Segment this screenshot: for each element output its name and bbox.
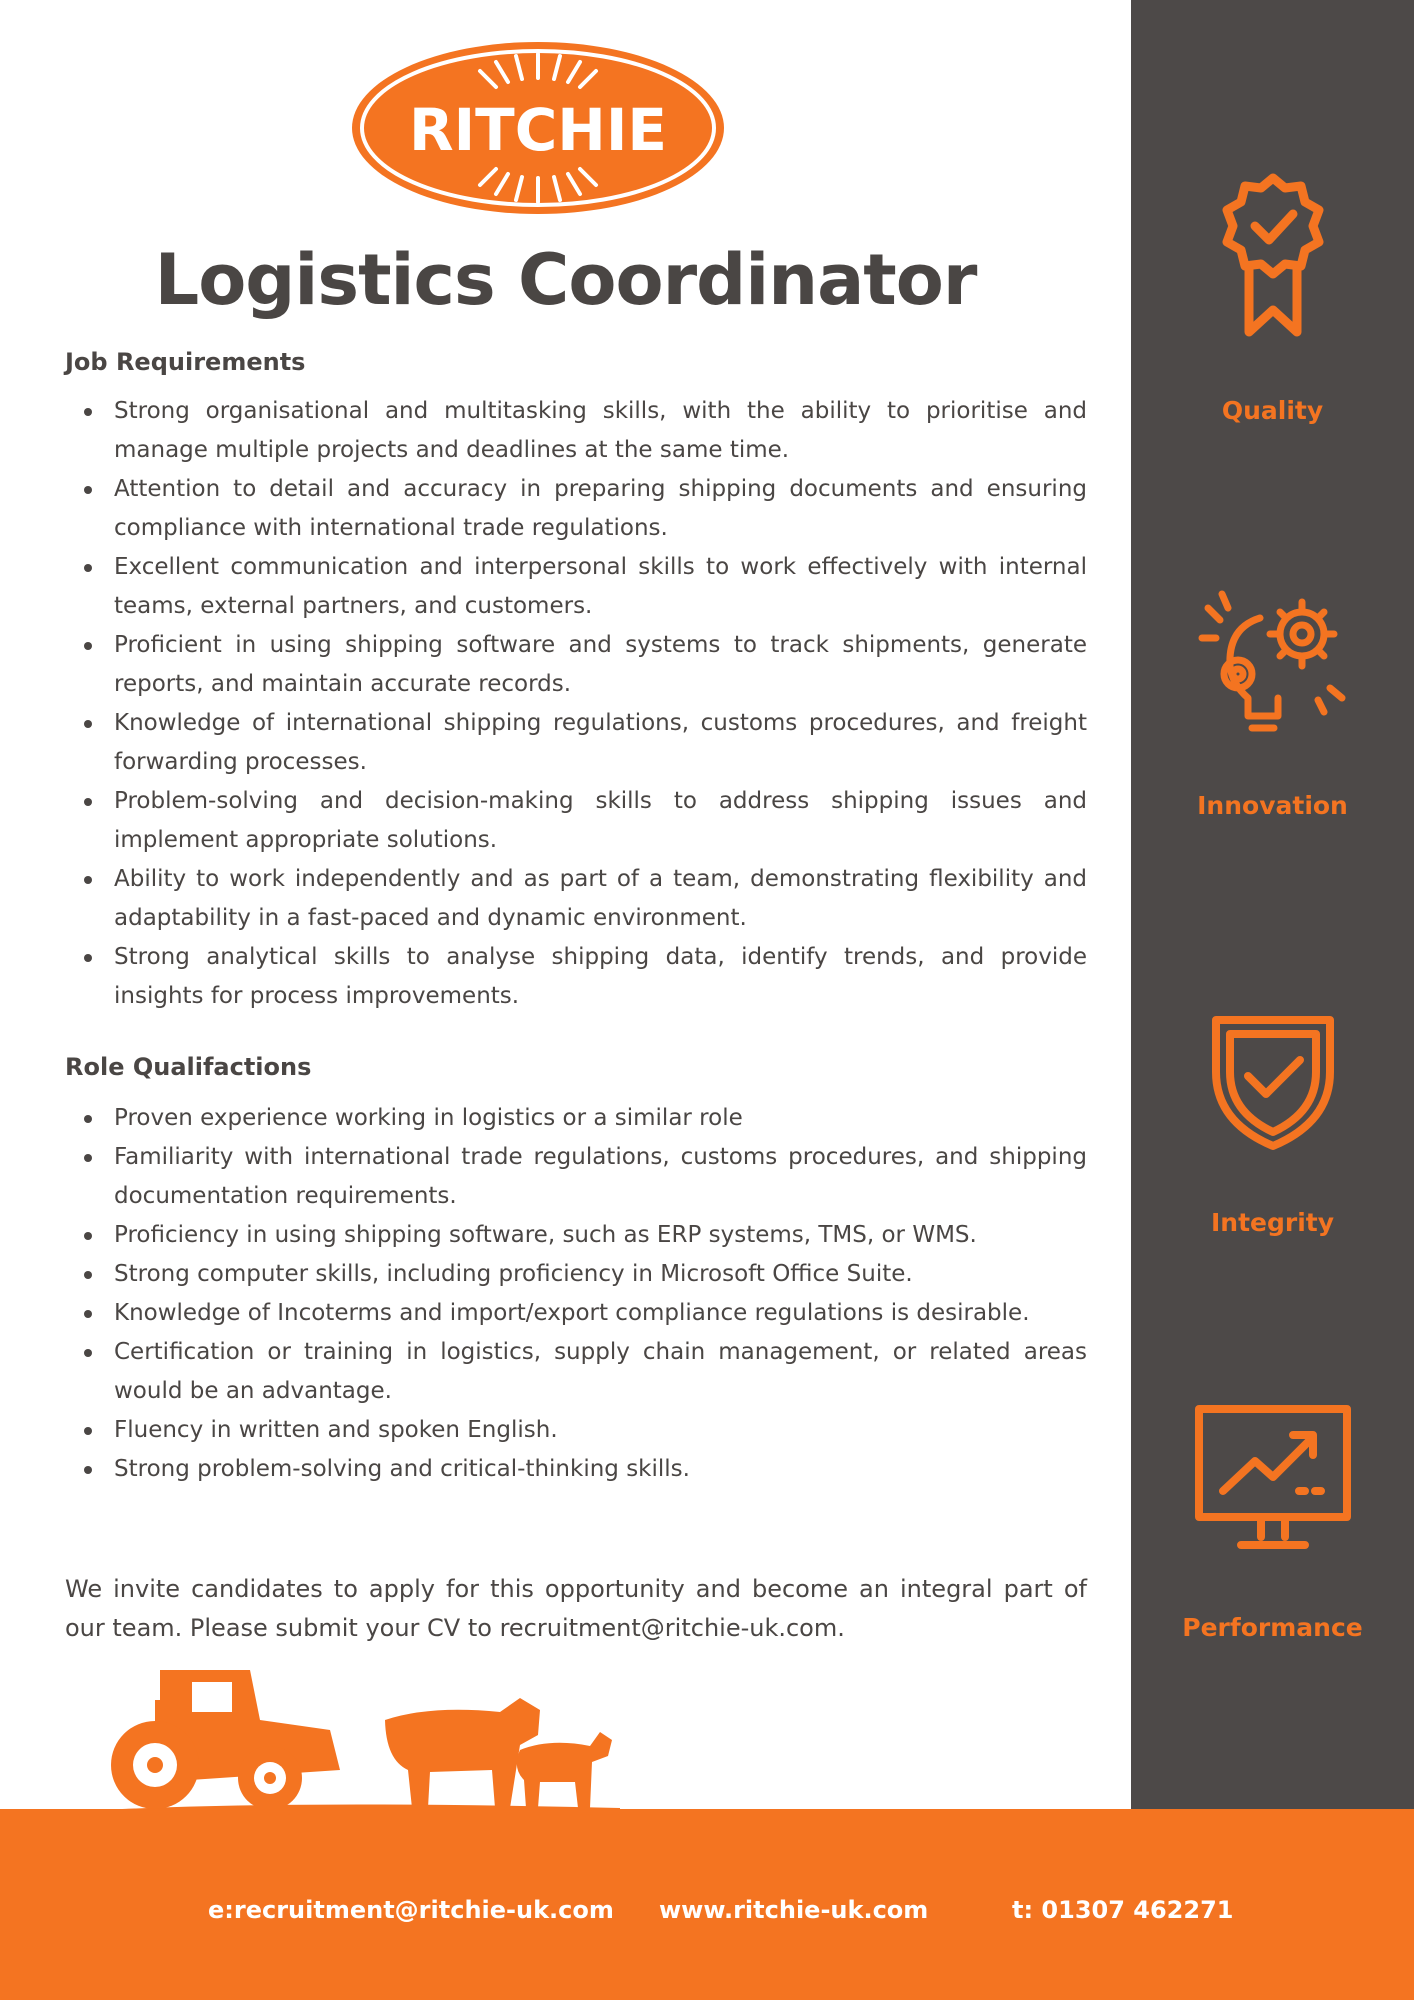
footer-email-link[interactable]: e:recruitment@ritchie-uk.com [208,1896,614,1924]
qualifications-heading: Role Qualifactions [65,1053,312,1081]
value-label-integrity: Integrity [1210,1208,1335,1237]
footer-phone[interactable]: t: 01307 462271 [1012,1896,1234,1924]
footer-website-link[interactable]: www.ritchie-uk.com [659,1896,929,1924]
list-item: Proficiency in using shipping software, such as ERP systems, TMS, or WMS. [114,1216,1087,1255]
value-label-innovation: Innovation [1197,791,1348,820]
list-item: Ability to work independently and as part of a team, demonstrating flexibility and adaptability in a fast-paced and dynamic environment. [114,860,1087,938]
qualifications-list [65,1099,1087,1489]
list-item: Certification or training in logistics, supply chain management, or related areas would be an advantage. [114,1333,1087,1411]
list-item: Excellent communication and interpersonal skills to work effectively with internal teams, external partners, and customers. [114,548,1087,626]
closing-paragraph: We invite candidates to apply for this opportunity and become an integral part of our team. Please submit your CV to recruitment@ritchie-uk.com. [65,1575,1087,1642]
list-item: Proficient in using shipping software and systems to track shipments, generate reports, and maintain accurate records. [114,626,1087,704]
list-item: Proven experience working in logistics or a similar role [114,1099,1087,1138]
list-item: Knowledge of international shipping regulations, customs procedures, and freight forwarding processes. [114,704,1087,782]
value-label-quality: Quality [1221,396,1324,425]
award-ribbon-icon [1131,170,1414,340]
list-item: Strong computer skills, including proficiency in Microsoft Office Suite. [114,1255,1087,1294]
monitor-growth-chart-icon [1131,1405,1414,1553]
value-label-performance: Performance [1182,1613,1363,1642]
lightbulb-gears-icon [1131,588,1414,738]
shield-check-icon [1131,1012,1414,1152]
ritchie-logo [348,38,728,218]
list-item: Strong problem-solving and critical-thinking skills. [114,1450,1087,1489]
logo-text: RITCHIE [408,96,668,164]
requirements-list [65,392,1087,1016]
list-item: Familiarity with international trade regulations, customs procedures, and shipping documentation requirements. [114,1138,1087,1216]
page-title: Logistics Coordinator [154,239,977,321]
list-item: Strong analytical skills to analyse shipping data, identify trends, and provide insights for process improvements. [114,938,1087,1016]
list-item: Knowledge of Incoterms and import/export compliance regulations is desirable. [114,1294,1087,1333]
values-sidebar [1131,0,1414,1809]
contact-footer [0,1809,1414,2000]
list-item: Strong organisational and multitasking skills, with the ability to prioritise and manage multiple projects and deadlines at the same time. [114,392,1087,470]
list-item: Attention to detail and accuracy in preparing shipping documents and ensuring compliance with international trade regulations. [114,470,1087,548]
farm-silhouette-icon [100,1660,620,1812]
list-item: Problem-solving and decision-making skills to address shipping issues and implement appropriate solutions. [114,782,1087,860]
list-item: Fluency in written and spoken English. [114,1411,1087,1450]
requirements-heading: Job Requirements [65,348,306,376]
